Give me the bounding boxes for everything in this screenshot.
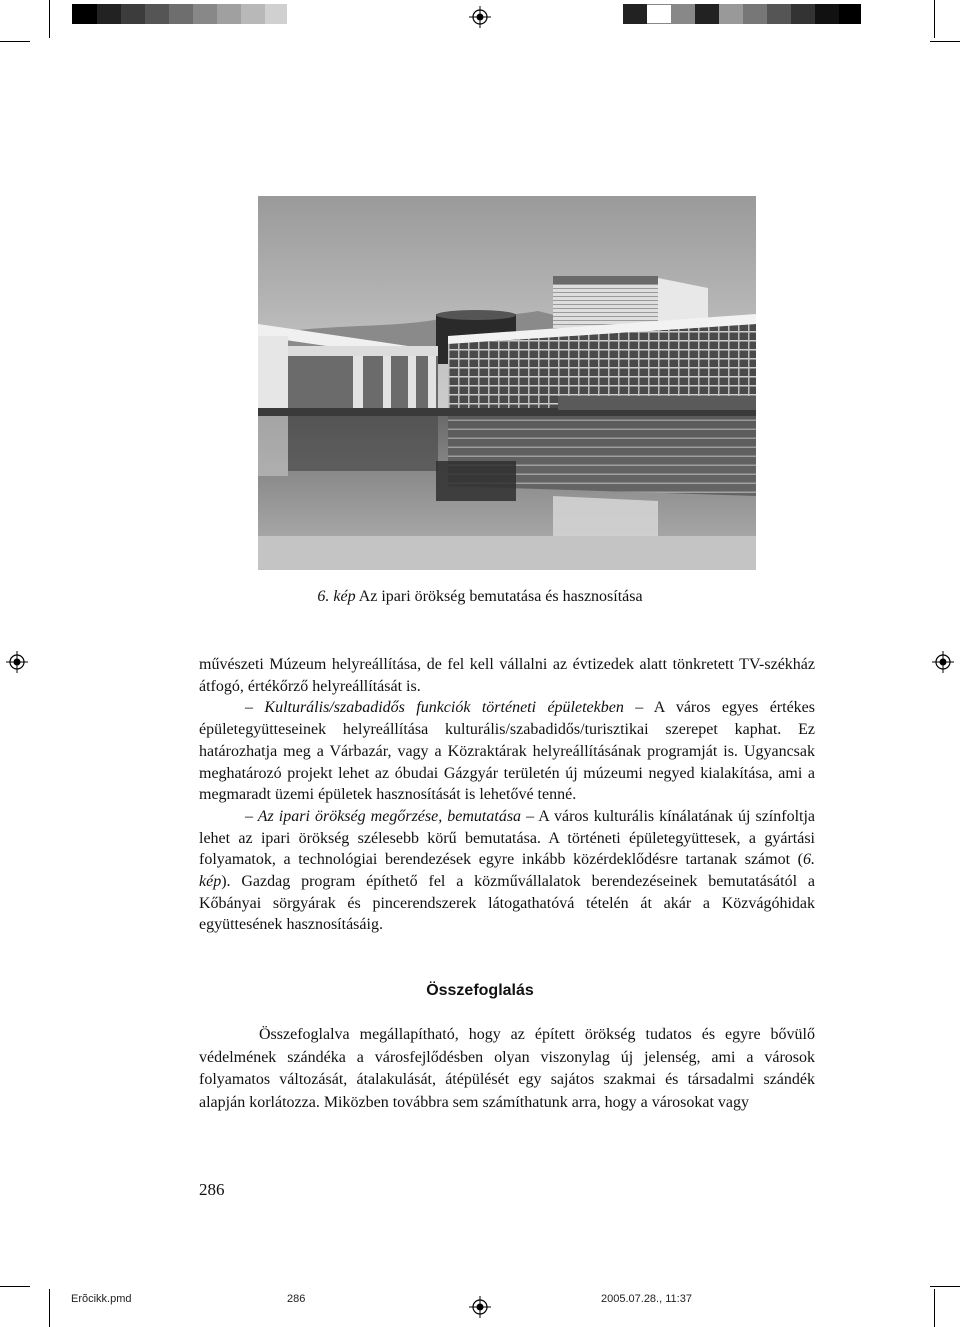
paragraph-3-lead: – Az ipari örökség megőrzése, bemutatása xyxy=(245,807,522,825)
registration-mark-icon xyxy=(6,651,28,673)
paragraph-2-rest: – A város egyes értékes épületegyütteseinek helyreállítása kulturális/szabadidős/turisztikai szerepet kaphat. Ez határozhatja meg a Várbazár, vagy a Közraktárak helyreállításának programját is. Ugyancsak meghatározó projekt lehet az óbudai Gázgyár területén új múzeumi negyed kialakítása, ami a megmaradt üzemi épületek hasznosítását is lehetővé tenné. xyxy=(199,699,816,804)
paragraph-2-lead: – Kulturális/szabadidős funkciók történeti épületekben xyxy=(245,699,624,717)
caption-ref: 6. kép xyxy=(317,588,356,605)
paragraph-3-rest-2: ). Gazdag program építhető fel a közművállalatok berendezéseinek bemutatásától a Kőbányai sörgyárak és pincerendszerek látogathatóvá tételén át akár a Közvágóhidak együttesének hasznosításáig. xyxy=(199,873,815,934)
section-paragraph: Összefoglalva megállapítható, hogy az épített örökség tudatos és egyre bővülő védelmének szándéka a városfejlődésben olyan viszonylag új jelenség, ami a városok folyamatos változását, átalakulását, átépülését egy sajátos szakmai és társadalmi szándék alapján korlátozza. Miközben továbbra sem számíthatunk arra, hogy a városokat vagy xyxy=(199,1026,815,1111)
footer-filename: Erõcikk.pmd xyxy=(71,1293,132,1305)
body-text xyxy=(199,654,815,936)
caption-text: Az ipari örökség bemutatása és hasznosítása xyxy=(355,588,643,605)
paragraph-3 xyxy=(199,806,815,936)
footer-datetime: 2005.07.28., 11:37 xyxy=(601,1293,692,1305)
registration-mark-icon xyxy=(469,1296,491,1318)
figure-caption xyxy=(0,588,960,606)
registration-mark-icon xyxy=(469,6,491,28)
paragraph-3-ref: 6. kép xyxy=(199,851,815,891)
paragraph-2 xyxy=(199,697,815,806)
paragraph-3-rest-1: – A város kulturális kínálatának új színfoltja lehet az ipari örökség szélesebb körű bemutatása. A történeti épületegyüttesek, a gyártási folyamatok, a technológiai berendezések egyre inkább közérdeklődésre tartanak számot ( xyxy=(199,807,816,869)
paragraph-1: művészeti Múzeum helyreállítása, de fel kell vállalni az évtizedek alatt tönkretett TV-székház átfogó, értékőrző helyreállítását is. xyxy=(199,656,815,695)
registration-mark-icon xyxy=(932,651,954,673)
footer-page: 286 xyxy=(287,1293,306,1305)
section-text xyxy=(199,1024,815,1114)
page-number: 286 xyxy=(199,1180,225,1199)
section-heading: Összefoglalás xyxy=(426,982,534,999)
museum-photo xyxy=(258,196,756,570)
